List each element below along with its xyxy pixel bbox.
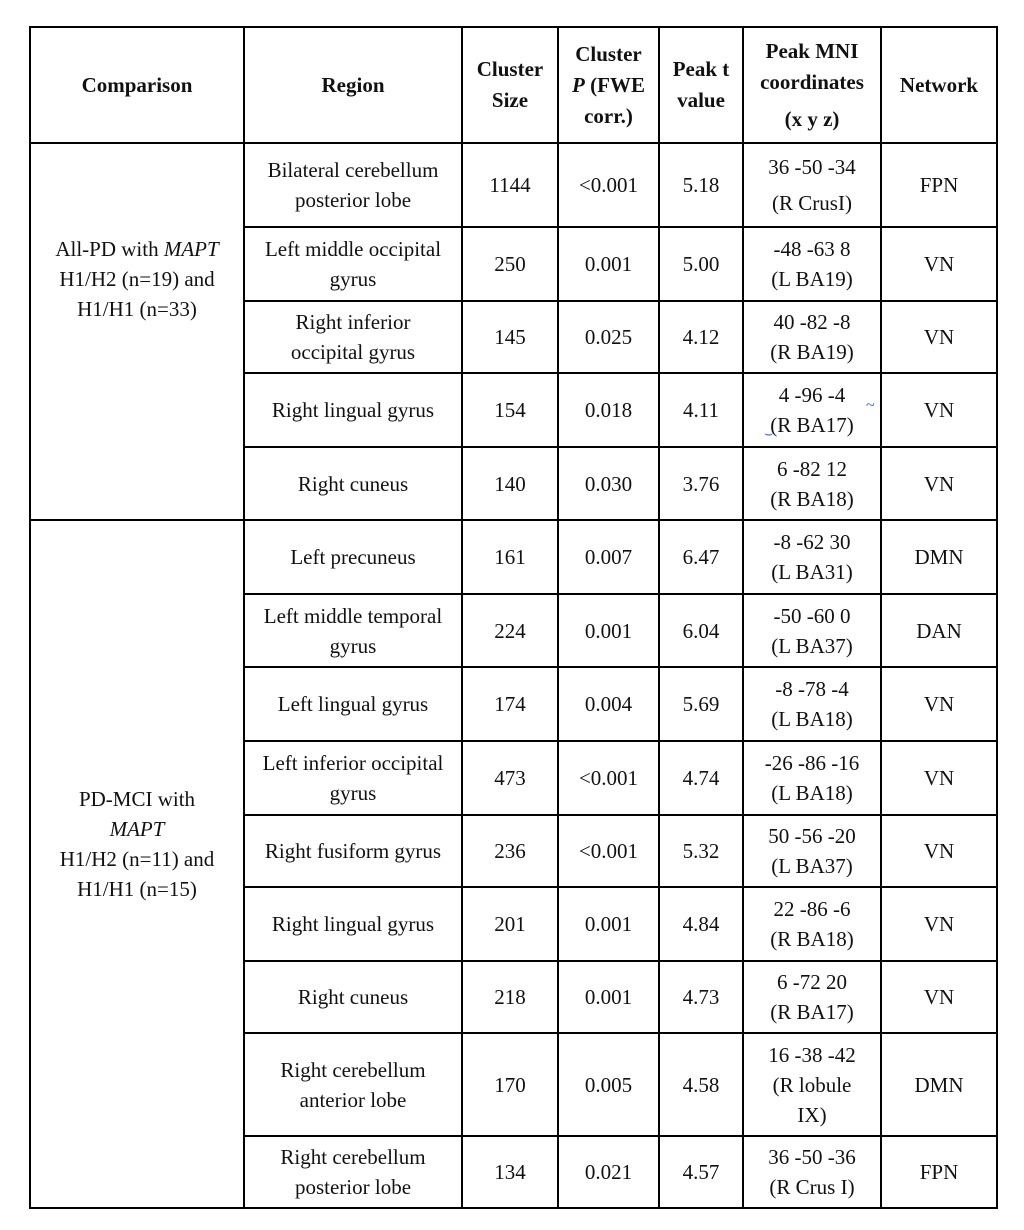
comparison-text: PD-MCI with (78, 787, 196, 811)
header-text: Size (491, 88, 529, 112)
header-text: value (677, 88, 725, 112)
table-row (30, 143, 997, 227)
region-cell (244, 594, 462, 667)
header-region: Region (244, 27, 462, 143)
cluster-p-cell: 0.004 (558, 667, 659, 741)
cluster-p-cell: 0.018 (558, 373, 659, 447)
coordinates-xyz: 16 -38 -42 (768, 1042, 856, 1067)
coordinates-xyz: -26 -86 -16 (764, 751, 860, 775)
results-table (29, 26, 998, 1209)
cluster-p-cell: 0.025 (558, 301, 659, 373)
region-cell (244, 961, 462, 1033)
anatomical-label: (L BA37) (771, 854, 853, 878)
network-cell: VN (881, 667, 997, 741)
header-text: coordinates (760, 69, 864, 94)
cluster-p-cell: 0.030 (558, 447, 659, 520)
anatomical-label: (L BA19) (771, 267, 853, 291)
anatomical-label: (R BA19) (770, 340, 854, 364)
cluster-p-cell: 0.001 (558, 887, 659, 961)
region-text: gyrus (329, 267, 377, 291)
region-text: Right fusiform gyrus (264, 839, 442, 863)
coordinates-cell (743, 887, 881, 961)
anatomical-label: (R BA17) (770, 1000, 854, 1024)
cluster-size-cell: 170 (462, 1033, 558, 1136)
region-text: Left middle temporal (263, 603, 443, 628)
region-cell (244, 741, 462, 815)
anatomical-label: (R CrusI) (772, 191, 852, 215)
cluster-size-cell: 1144 (462, 143, 558, 227)
cluster-size-cell: 154 (462, 373, 558, 447)
header-text-italic: P (572, 72, 585, 97)
region-text: gyrus (329, 781, 377, 805)
anatomical-label: (L BA31) (771, 560, 853, 584)
peak-t-cell: 4.73 (659, 961, 743, 1033)
header-text: corr.) (584, 103, 633, 128)
region-text: Bilateral cerebellum (267, 158, 439, 182)
cluster-size-cell: 161 (462, 520, 558, 594)
header-text: (x y z) (784, 106, 840, 131)
comparison-cell (30, 520, 244, 1208)
header-row (30, 27, 997, 143)
coordinates-xyz: 22 -86 -6 (773, 897, 851, 921)
cluster-p-cell: 0.001 (558, 961, 659, 1033)
coordinates-xyz: 4 -96 -4 (778, 383, 846, 407)
peak-t-cell: 5.69 (659, 667, 743, 741)
cluster-p-cell: <0.001 (558, 741, 659, 815)
peak-t-cell: 6.04 (659, 594, 743, 667)
network-cell: DAN (881, 594, 997, 667)
coordinates-cell (743, 520, 881, 594)
header-comparison: Comparison (30, 27, 244, 143)
cluster-p-cell: 0.021 (558, 1136, 659, 1208)
region-text: occipital gyrus (290, 340, 416, 364)
anatomical-label: (R lobule IX) (772, 1072, 852, 1127)
region-text: Left precuneus (290, 545, 416, 569)
peak-t-cell: 4.58 (659, 1033, 743, 1136)
comparison-cell (30, 143, 244, 520)
region-text: Left lingual gyrus (277, 692, 429, 716)
cluster-size-cell: 201 (462, 887, 558, 961)
network-cell: VN (881, 447, 997, 520)
region-cell (244, 667, 462, 741)
region-text: Left inferior occipital (262, 751, 444, 775)
peak-t-cell: 4.74 (659, 741, 743, 815)
region-cell (244, 301, 462, 373)
region-cell (244, 143, 462, 227)
gene-name: MAPT (109, 817, 165, 841)
anatomical-label: (R BA17) (770, 413, 854, 437)
header-peak-t (659, 27, 743, 143)
peak-t-cell: 3.76 (659, 447, 743, 520)
comparison-text: H1/H1 (n=33) (77, 297, 197, 321)
cluster-size-cell: 473 (462, 741, 558, 815)
coordinates-xyz: 36 -50 -36 (768, 1145, 856, 1169)
peak-t-cell: 4.84 (659, 887, 743, 961)
spellcheck-mark-icon: ~ (866, 397, 875, 414)
header-network: Network (881, 27, 997, 143)
network-cell: FPN (881, 1136, 997, 1208)
coordinates-xyz: -48 -63 8 (773, 237, 851, 261)
anatomical-label: (R BA18) (770, 927, 854, 951)
peak-t-cell: 4.11 (659, 373, 743, 447)
peak-t-cell: 5.00 (659, 227, 743, 301)
coordinates-xyz: 6 -82 12 (777, 456, 847, 481)
coordinates-xyz: 50 -56 -20 (768, 824, 856, 848)
coordinates-cell (743, 594, 881, 667)
cluster-size-cell: 174 (462, 667, 558, 741)
spellcheck-mark-icon: ⌣ (764, 427, 774, 442)
cluster-size-cell: 224 (462, 594, 558, 667)
network-cell: VN (881, 301, 997, 373)
network-cell: VN (881, 815, 997, 887)
network-cell: FPN (881, 143, 997, 227)
comparison-text: All-PD with (55, 237, 164, 261)
anatomical-label: (L BA37) (771, 633, 853, 658)
peak-t-cell: 5.32 (659, 815, 743, 887)
anatomical-label: (L BA18) (771, 781, 853, 805)
header-cluster-size (462, 27, 558, 143)
region-text: anterior lobe (299, 1087, 407, 1112)
region-text: Left middle occipital (264, 237, 442, 261)
coordinates-cell (743, 143, 881, 227)
network-cell: DMN (881, 1033, 997, 1136)
cluster-size-cell: 218 (462, 961, 558, 1033)
cluster-p-cell: 0.007 (558, 520, 659, 594)
header-text: Peak MNI (765, 38, 859, 63)
network-cell: VN (881, 227, 997, 301)
coordinates-cell (743, 447, 881, 520)
region-cell (244, 1033, 462, 1136)
network-cell: VN (881, 373, 997, 447)
region-text: Right cuneus (297, 985, 409, 1009)
coordinates-cell (743, 667, 881, 741)
header-peak-mni (743, 27, 881, 143)
coordinates-xyz: -50 -60 0 (773, 603, 851, 628)
gene-name: MAPT (163, 237, 219, 261)
peak-t-cell: 4.57 (659, 1136, 743, 1208)
cluster-size-cell: 250 (462, 227, 558, 301)
region-text: gyrus (329, 633, 377, 658)
header-cluster-p (558, 27, 659, 143)
region-text: Right lingual gyrus (271, 912, 435, 936)
peak-t-cell: 4.12 (659, 301, 743, 373)
network-cell: DMN (881, 520, 997, 594)
coordinates-cell (743, 961, 881, 1033)
header-text: Cluster (476, 57, 544, 81)
coordinates-cell (743, 227, 881, 301)
network-cell: VN (881, 887, 997, 961)
cluster-size-cell: 145 (462, 301, 558, 373)
network-cell: VN (881, 741, 997, 815)
coordinates-xyz: 36 -50 -34 (768, 155, 856, 179)
cluster-size-cell: 236 (462, 815, 558, 887)
peak-t-cell: 5.18 (659, 143, 743, 227)
comparison-text: H1/H2 (n=19) and (59, 267, 215, 291)
anatomical-label: (R Crus I) (769, 1175, 855, 1199)
cluster-size-cell: 140 (462, 447, 558, 520)
coordinates-xyz: -8 -78 -4 (775, 677, 849, 701)
header-text: Peak t (672, 57, 730, 81)
region-cell (244, 887, 462, 961)
coordinates-cell (743, 1136, 881, 1208)
region-cell (244, 815, 462, 887)
anatomical-label: (R BA18) (770, 486, 854, 511)
region-text: Right cerebellum (280, 1057, 426, 1082)
region-text: Right cuneus (297, 471, 409, 496)
table-body (30, 143, 997, 1208)
cluster-p-cell: 0.001 (558, 594, 659, 667)
region-text: posterior lobe (294, 1175, 412, 1199)
region-text: Right lingual gyrus (271, 398, 435, 422)
coordinates-cell (743, 815, 881, 887)
header-text: Cluster (575, 41, 642, 66)
coordinates-xyz: -8 -62 30 (773, 530, 851, 554)
region-cell (244, 227, 462, 301)
cluster-size-cell: 134 (462, 1136, 558, 1208)
peak-t-cell: 6.47 (659, 520, 743, 594)
cluster-p-cell: <0.001 (558, 815, 659, 887)
region-text: Right cerebellum (280, 1145, 426, 1169)
cluster-p-cell: 0.001 (558, 227, 659, 301)
region-text: Right inferior (295, 310, 411, 334)
region-text: posterior lobe (294, 188, 412, 212)
region-cell (244, 520, 462, 594)
table-row (30, 520, 997, 594)
coordinates-xyz: 6 -72 20 (777, 970, 847, 994)
comparison-text: H1/H2 (n=11) and (59, 847, 215, 871)
region-cell (244, 373, 462, 447)
header-text: (FWE (584, 72, 645, 97)
coordinates-xyz: 40 -82 -8 (773, 310, 851, 334)
coordinates-cell (743, 1033, 881, 1136)
cluster-p-cell: 0.005 (558, 1033, 659, 1136)
anatomical-label: (L BA18) (771, 707, 853, 731)
cluster-p-cell: <0.001 (558, 143, 659, 227)
region-cell (244, 1136, 462, 1208)
network-cell: VN (881, 961, 997, 1033)
comparison-text: H1/H1 (n=15) (77, 877, 197, 901)
region-cell (244, 447, 462, 520)
coordinates-cell (743, 741, 881, 815)
coordinates-cell (743, 301, 881, 373)
